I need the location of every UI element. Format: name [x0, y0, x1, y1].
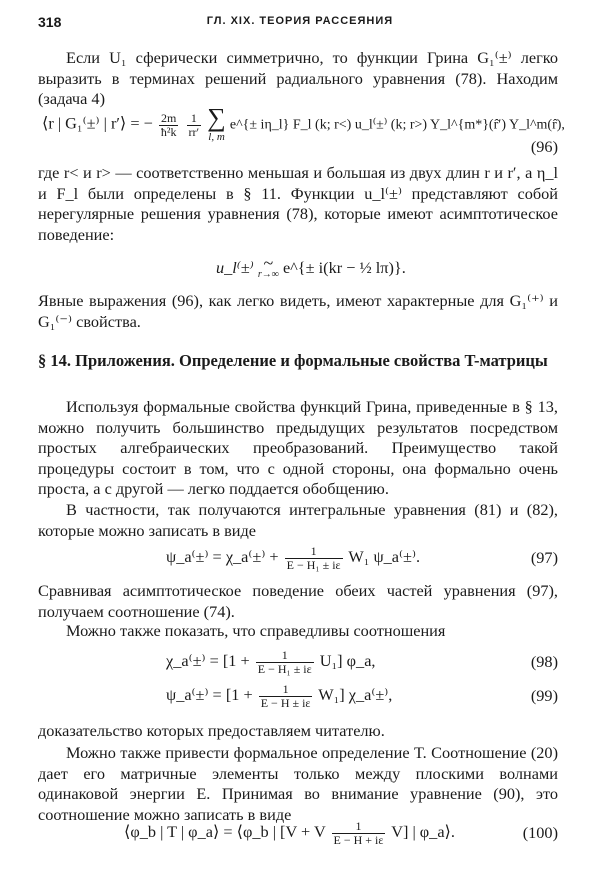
- eq99-fraction: [259, 683, 313, 710]
- eq96-lhs: ⟨r | G₁⁽±⁾ | r′⟩ = −: [42, 113, 153, 133]
- eq98-rhs: U₁] φ_a,: [319, 651, 376, 670]
- equation-98: [38, 646, 558, 680]
- eq97-lhs: ψ_a⁽±⁾ = χ_a⁽±⁾ +: [166, 547, 279, 566]
- equation-99: [38, 680, 558, 714]
- asym-lhs: u_l⁽±⁾: [216, 258, 254, 277]
- eq96-fraction: [159, 112, 179, 139]
- paragraph-4: Используя формальные свойства функций Грина, приведенные в § 13, можно получить большинство предыдущих результатов посредством простых алгебраических преобразований. Преимущество такой процедуры состоит в том, что с одной стороны, она формально очень проста, а с другой — легко поддается обобщению.: [38, 397, 558, 499]
- eq98-fraction: [256, 649, 314, 676]
- paragraph-3: Явные выражения (96), как легко видеть, имеют характерные для G₁⁽⁺⁾ и G₁⁽⁻⁾ свойства.: [38, 291, 558, 331]
- eq99-rhs: W₁] χ_a⁽±⁾,: [318, 685, 393, 704]
- section-heading: § 14. Приложения. Определение и формальные свойства T-матрицы: [38, 351, 548, 370]
- eq100-lhs: ⟨φ_b | T | φ_a⟩ = ⟨φ_b | [V + V: [124, 822, 326, 841]
- paragraph-7: Можно также показать, что справедливы соотношения: [66, 621, 446, 640]
- paragraph-1: Если U₁ сферически симметрично, то функции Грина G₁⁽±⁾ легко выразить в терминах решений радиального уравнения (78). Находим (задача 4): [38, 48, 558, 109]
- eq96-frac-denominator: ħ²k: [160, 124, 177, 139]
- eq97-frac-numerator: 1: [285, 545, 343, 559]
- paragraph-8: доказательство которых предоставляем читателю.: [38, 721, 385, 740]
- eq99-frac-denominator: E − H ± iε: [260, 695, 311, 710]
- eq96-rhs: e^{± iη_l} F_l (k; r<) u_l⁽±⁾ (k; r>) Y_l^{m*}(r̂′) Y_l^m(r̂),: [229, 117, 565, 133]
- sum-symbol: ∑: [207, 103, 226, 132]
- eq97-fraction: [285, 545, 343, 572]
- eq100-rhs: V] | φ_a⟩.: [391, 822, 455, 841]
- eq96-frac-numerator: 2m: [159, 112, 179, 126]
- equation-asymptotic: [38, 250, 558, 290]
- eq96-frac2-denominator: rr′: [188, 124, 200, 139]
- equation-97: [38, 542, 558, 576]
- eq99-number: (99): [530, 686, 558, 705]
- sim-symbol: ~: [263, 253, 274, 274]
- eq96-number: (96): [530, 137, 558, 156]
- eq97-rhs: W₁ ψ_a⁽±⁾.: [348, 547, 421, 566]
- eq98-frac-numerator: 1: [256, 649, 314, 663]
- asym-rhs: e^{± i(kr − ½ lπ)}.: [282, 258, 406, 277]
- paragraph-9: Можно также привести формальное определение T. Соотношение (20) дает его матричные элементы только между плоскими волнами одинаковой энергии E. Принимая во внимание уравнение (90), это соотношение можно записать в виде: [38, 743, 558, 824]
- paragraph-2: где r< и r> — соответственно меньшая и большая из двух длин r и r′, а η_l и F_l были определены в § 11. Функции u_l⁽±⁾ представляют собой нерегулярные решения уравнения (78), которые имеют асимптотическое поведение:: [38, 163, 558, 244]
- sim-limit: r→∞: [257, 269, 279, 281]
- eq98-frac-denominator: E − H₁ ± iε: [257, 661, 312, 676]
- eq98-number: (98): [530, 652, 558, 671]
- page-number: 318: [38, 14, 62, 30]
- eq98-lhs: χ_a⁽±⁾ = [1 +: [166, 651, 250, 670]
- running-header: [38, 14, 562, 34]
- eq100-number: (100): [522, 823, 558, 842]
- eq100-frac-denominator: E − H + iε: [333, 832, 384, 847]
- eq99-frac-numerator: 1: [259, 683, 313, 697]
- asym-sim: [257, 253, 279, 281]
- running-title: ГЛ. XIX. ТЕОРИЯ РАССЕЯНИЯ: [206, 15, 394, 27]
- eq97-frac-denominator: E − H₁ ± iε: [286, 557, 341, 572]
- equation-96: [38, 103, 565, 143]
- eq100-fraction: [332, 820, 386, 847]
- eq100-frac-numerator: 1: [332, 820, 386, 834]
- eq96-frac2-numerator: 1: [187, 112, 202, 126]
- equation-100: [38, 817, 558, 851]
- eq97-number: (97): [530, 548, 558, 567]
- paragraph-5: В частности, так получаются интегральные уравнения (81) и (82), которые можно записать в виде: [38, 500, 558, 540]
- eq99-lhs: ψ_a⁽±⁾ = [1 +: [166, 685, 253, 704]
- eq96-sum: [207, 103, 226, 144]
- paragraph-6: Сравнивая асимптотическое поведение обеих частей уравнения (97), получаем соотношение (74).: [38, 581, 558, 621]
- sum-limits: l, m: [208, 131, 225, 143]
- eq96-fraction-2: [187, 112, 202, 139]
